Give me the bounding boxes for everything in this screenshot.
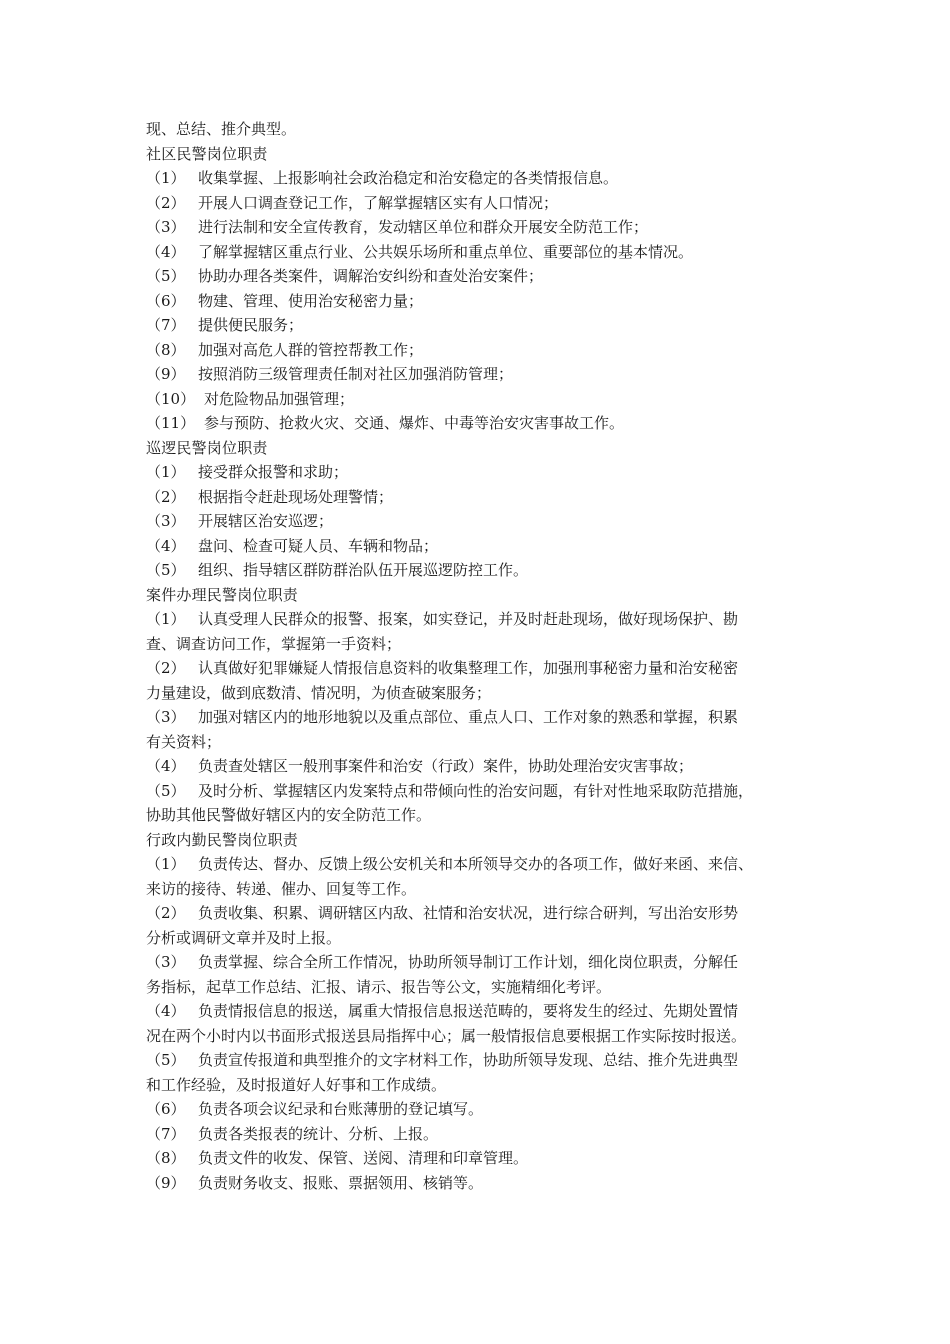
line-text: 接受群众报警和求助； xyxy=(198,463,349,481)
line-text: 物建、管理、使用治安秘密力量； xyxy=(198,291,424,310)
line-text: 协助其他民警做好辖区内的安全防范工作。 xyxy=(146,806,432,824)
line-text: 对危险物品加强管理； xyxy=(204,389,355,408)
list-item xyxy=(146,950,826,975)
item-number: （3） xyxy=(146,953,186,971)
item-number: （5） xyxy=(146,267,186,285)
text-line xyxy=(146,975,826,1000)
list-item xyxy=(146,240,826,265)
line-text: 案件办理民警岗位职责 xyxy=(146,585,299,604)
line-text: 提供便民服务； xyxy=(198,316,304,334)
line-text: 开展人口调查登记工作，了解掌握辖区实有人口情况； xyxy=(198,193,559,212)
line-text: 巡逻民警岗位职责 xyxy=(146,438,268,457)
line-text: 负责收集、积累、调研辖区内敌、社情和治安状况，进行综合研判，写出治安形势 xyxy=(198,904,739,922)
item-number: （7） xyxy=(146,316,186,334)
list-item xyxy=(146,313,826,338)
list-item xyxy=(146,1122,826,1147)
list-item xyxy=(146,607,826,632)
list-item xyxy=(146,1146,826,1171)
item-number: （2） xyxy=(146,659,186,677)
line-text: 了解掌握辖区重点行业、公共娱乐场所和重点单位、重要部位的基本情况。 xyxy=(198,242,694,261)
line-text: 加强对辖区内的地形地貌以及重点部位、重点人口、工作对象的熟悉和掌握，积累 xyxy=(198,708,739,726)
item-number: （2） xyxy=(146,193,186,212)
text-line xyxy=(146,632,826,657)
line-text: 负责文件的收发、保管、送阅、清理和印章管理。 xyxy=(198,1149,529,1167)
section-heading xyxy=(146,436,826,461)
line-text: 分析或调研文章并及时上报。 xyxy=(146,928,342,947)
text-line xyxy=(146,1073,826,1098)
list-item xyxy=(146,1048,826,1073)
item-number: （4） xyxy=(146,757,186,775)
text-line xyxy=(146,730,826,755)
item-number: （2） xyxy=(146,904,186,922)
list-item xyxy=(146,558,826,583)
line-text: 查、调查访问工作，掌握第一手资料； xyxy=(146,634,402,653)
item-number: （1） xyxy=(146,463,186,481)
section-heading xyxy=(146,828,826,853)
text-line xyxy=(146,877,826,902)
item-number: （5） xyxy=(146,1051,186,1069)
document-body xyxy=(146,117,826,1195)
item-number: （10） xyxy=(146,389,196,408)
list-item xyxy=(146,509,826,534)
item-number: （4） xyxy=(146,536,186,555)
line-text: 力量建设，做到底数清、情况明，为侦查破案服务； xyxy=(146,683,492,702)
text-line xyxy=(146,117,826,142)
item-number: （8） xyxy=(146,340,186,359)
line-text: 盘问、检查可疑人员、车辆和物品； xyxy=(198,536,439,555)
line-text: 负责各项会议纪录和台账薄册的登记填写。 xyxy=(198,1100,484,1118)
list-item xyxy=(146,852,826,877)
list-item xyxy=(146,999,826,1024)
line-text: 根据指令赶赴现场处理警情； xyxy=(198,487,394,506)
list-item xyxy=(146,387,826,412)
item-number: （1） xyxy=(146,855,186,873)
text-line xyxy=(146,926,826,951)
item-number: （3） xyxy=(146,708,186,726)
line-text: 认真受理人民群众的报警、报案，如实登记，并及时赶赴现场，做好现场保护、勘 xyxy=(198,610,739,628)
line-text: 参与预防、抢救火灾、交通、爆炸、中毒等治安灾害事故工作。 xyxy=(204,414,625,432)
line-text: 负责财务收支、报账、票据领用、核销等。 xyxy=(198,1173,484,1192)
list-item xyxy=(146,901,826,926)
list-item xyxy=(146,264,826,289)
item-number: （11） xyxy=(146,414,196,432)
line-text: 及时分析、掌握辖区内发案特点和带倾向性的治安问题，有针对性地采取防范措施， xyxy=(198,781,754,800)
line-text: 收集掌握、上报影响社会政治稳定和治安稳定的各类情报信息。 xyxy=(198,169,619,187)
line-text: 现、总结、推介典型。 xyxy=(146,120,297,138)
item-number: （4） xyxy=(146,242,186,261)
list-item xyxy=(146,1097,826,1122)
line-text: 负责情报信息的报送，属重大情报信息报送范畴的，要将发生的经过、先期处置情 xyxy=(198,1002,739,1020)
item-number: （6） xyxy=(146,291,186,310)
item-number: （3） xyxy=(146,218,186,236)
list-item xyxy=(146,656,826,681)
list-item xyxy=(146,411,826,436)
line-text: 行政内勤民警岗位职责 xyxy=(146,830,299,849)
item-number: （6） xyxy=(146,1100,186,1118)
list-item xyxy=(146,191,826,216)
item-number: （1） xyxy=(146,610,186,628)
list-item xyxy=(146,289,826,314)
line-text: 来访的接待、转递、催办、回复等工作。 xyxy=(146,879,417,898)
line-text: 认真做好犯罪嫌疑人情报信息资料的收集整理工作，加强刑事秘密力量和治安秘密 xyxy=(198,659,739,677)
item-number: （5） xyxy=(146,781,186,800)
line-text: 负责查处辖区一般刑事案件和治安（行政）案件，协助处理治安灾害事故； xyxy=(198,757,694,775)
item-number: （7） xyxy=(146,1124,186,1143)
list-item xyxy=(146,754,826,779)
line-text: 进行法制和安全宣传教育，发动辖区单位和群众开展安全防范工作； xyxy=(198,218,649,236)
line-text: 负责掌握、综合全所工作情况，协助所领导制订工作计划，细化岗位职责，分解任 xyxy=(198,953,739,971)
line-text: 负责宣传报道和典型推介的文字材料工作，协助所领导发现、总结、推介先进典型 xyxy=(198,1051,739,1069)
text-line xyxy=(146,681,826,706)
line-text: 按照消防三级管理责任制对社区加强消防管理； xyxy=(198,365,514,383)
line-text: 社区民警岗位职责 xyxy=(146,144,268,163)
line-text: 负责传达、督办、反馈上级公安机关和本所领导交办的各项工作，做好来函、来信、 xyxy=(198,855,754,873)
line-text: 加强对高危人群的管控帮教工作； xyxy=(198,340,424,359)
text-line xyxy=(146,1024,826,1049)
list-item xyxy=(146,215,826,240)
line-text: 负责各类报表的统计、分析、上报。 xyxy=(198,1124,439,1143)
item-number: （8） xyxy=(146,1149,186,1167)
item-number: （3） xyxy=(146,512,186,530)
item-number: （2） xyxy=(146,487,186,506)
item-number: （1） xyxy=(146,169,186,187)
line-text: 务指标，起草工作总结、汇报、请示、报告等公文，实施精细化考评。 xyxy=(146,977,612,996)
line-text: 组织、指导辖区群防群治队伍开展巡逻防控工作。 xyxy=(198,561,529,579)
list-item xyxy=(146,166,826,191)
list-item xyxy=(146,1171,826,1196)
line-text: 协助办理各类案件，调解治安纠纷和查处治安案件； xyxy=(198,267,544,285)
list-item xyxy=(146,779,826,804)
text-line xyxy=(146,803,826,828)
item-number: （5） xyxy=(146,561,186,579)
list-item xyxy=(146,705,826,730)
item-number: （4） xyxy=(146,1002,186,1020)
line-text: 况在两个小时内以书面形式报送县局指挥中心；属一般情报信息要根据工作实际按时报送。 xyxy=(146,1026,747,1045)
list-item xyxy=(146,338,826,363)
item-number: （9） xyxy=(146,365,186,383)
line-text: 开展辖区治安巡逻； xyxy=(198,512,334,530)
list-item xyxy=(146,485,826,510)
line-text: 有关资料； xyxy=(146,732,222,751)
list-item xyxy=(146,534,826,559)
section-heading xyxy=(146,142,826,167)
line-text: 和工作经验，及时报道好人好事和工作成绩。 xyxy=(146,1075,447,1094)
list-item xyxy=(146,460,826,485)
item-number: （9） xyxy=(146,1173,186,1192)
section-heading xyxy=(146,583,826,608)
list-item xyxy=(146,362,826,387)
